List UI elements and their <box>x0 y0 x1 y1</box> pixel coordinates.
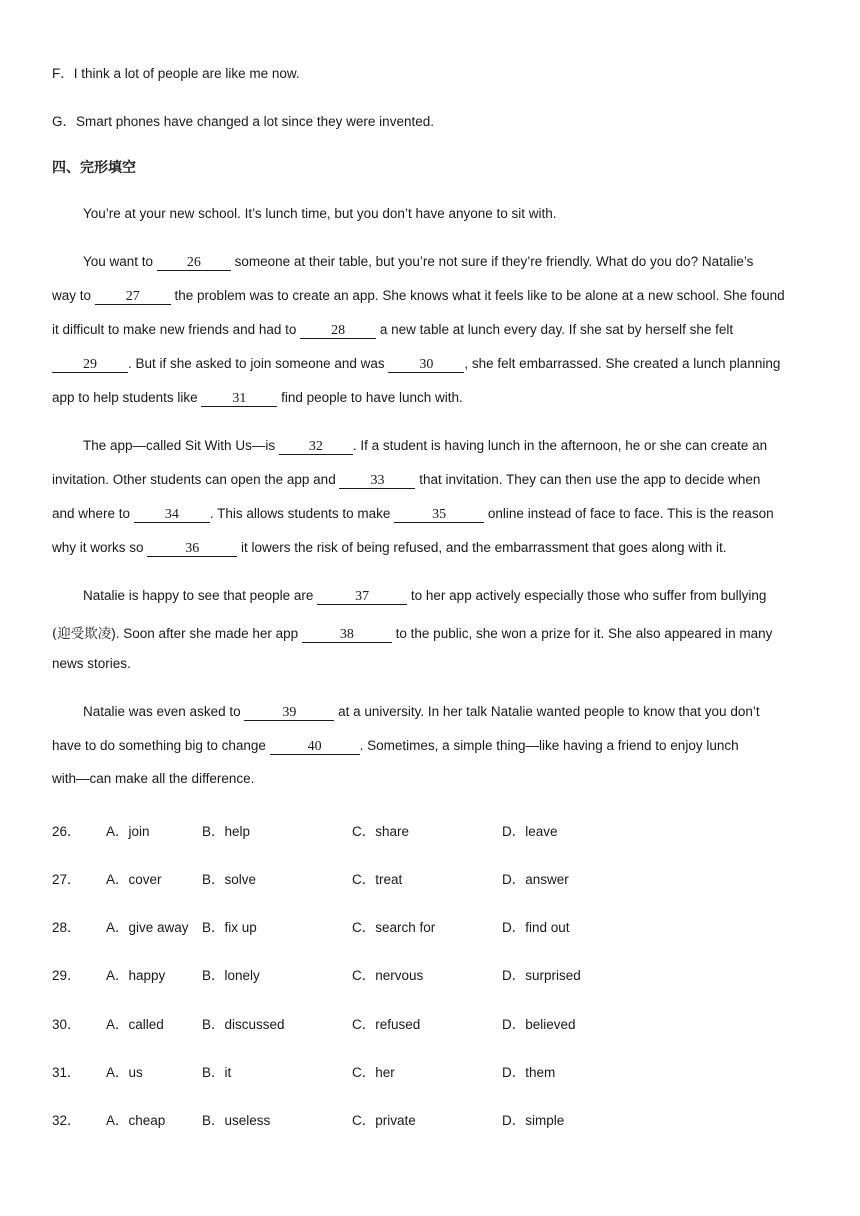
passage-p3-line1: The app—called Sit With Us—is 32 . If a student is having lunch in the afternoon, he or she can create an <box>83 438 768 454</box>
blank-28: 28 <box>300 324 376 339</box>
question-number: 27． <box>52 872 81 887</box>
option-c: C．treat <box>352 872 403 887</box>
blank-31: 31 <box>201 392 277 407</box>
option-b: B．it <box>202 1065 232 1080</box>
blank-37: 37 <box>317 590 407 605</box>
option-b: B．useless <box>202 1113 271 1128</box>
option-a: A．give away <box>106 920 189 935</box>
option-b: B．solve <box>202 872 257 887</box>
blank-38: 38 <box>302 628 392 643</box>
blank-34: 34 <box>134 508 210 523</box>
option-b: B．help <box>202 824 251 839</box>
option-a: A．called <box>106 1017 164 1032</box>
question-row <box>52 1061 812 1081</box>
option-d: D．simple <box>502 1113 565 1128</box>
passage-p2-line3: it difficult to make new friends and had to 28 a new table at lunch every day. If she sat by herself she felt <box>52 322 734 338</box>
passage-p5-line2: have to do something big to change 40 . Sometimes, a simple thing—like having a friend to enjoy lunch <box>52 738 739 754</box>
passage-p4-line2: (迎受欺凌). Soon after she made her app 38 to the public, she won a prize for it. She also appeared in many <box>52 626 773 642</box>
option-a: A．cheap <box>106 1113 166 1128</box>
blank-36: 36 <box>147 542 237 557</box>
question-row <box>52 916 812 936</box>
passage-p2-line4: 29 . But if she asked to join someone and was 30 , she felt embarrassed. She created a lunch planning <box>52 356 780 373</box>
blank-39: 39 <box>244 706 334 721</box>
question-row <box>52 1109 812 1129</box>
passage-p1: You’re at your new school. It’s lunch time, but you don’t have anyone to sit with. <box>83 206 557 221</box>
blank-40: 40 <box>270 740 360 755</box>
option-c: C．share <box>352 824 410 839</box>
blank-33: 33 <box>339 474 415 489</box>
option-d: D．answer <box>502 872 569 887</box>
option-a: A．happy <box>106 968 166 983</box>
option-f: F．I think a lot of people are like me now. <box>52 66 300 81</box>
option-c: C．refused <box>352 1017 421 1032</box>
passage-p5-line1: Natalie was even asked to 39 at a university. In her talk Natalie wanted people to know that you don’t <box>83 704 760 720</box>
passage-p3-line4: why it works so 36 it lowers the risk of being refused, and the embarrassment that goes along with it. <box>52 540 727 556</box>
passage-p4-line3: news stories. <box>52 656 131 671</box>
question-number: 30． <box>52 1017 81 1032</box>
option-c: C．her <box>352 1065 395 1080</box>
passage-p2-line1: You want to 26 someone at their table, but you’re not sure if they’re friendly. What do you do? Natalie’s <box>83 254 754 270</box>
option-d: D．them <box>502 1065 556 1080</box>
option-b: B．lonely <box>202 968 260 983</box>
passage-p2-line2: way to 27 the problem was to create an app. She knows what it feels like to be alone at a new school. She found <box>52 288 785 304</box>
section-heading: 四、完形填空 <box>52 160 136 176</box>
question-row <box>52 868 812 888</box>
passage-p2-line5: app to help students like 31 find people to have lunch with. <box>52 390 463 406</box>
blank-32: 32 <box>279 440 353 455</box>
option-g: G．Smart phones have changed a lot since they were invented. <box>52 114 434 129</box>
blank-27: 27 <box>95 290 171 305</box>
option-b: B．discussed <box>202 1017 285 1032</box>
option-d: D．find out <box>502 920 570 935</box>
question-number: 26． <box>52 824 81 839</box>
question-row <box>52 820 812 840</box>
option-b: B．fix up <box>202 920 257 935</box>
option-c: C．nervous <box>352 968 424 983</box>
option-a: A．join <box>106 824 150 839</box>
option-d: D．leave <box>502 824 558 839</box>
blank-29: 29 <box>52 358 128 373</box>
option-a: A．cover <box>106 872 162 887</box>
option-d: D．believed <box>502 1017 576 1032</box>
blank-35: 35 <box>394 508 484 523</box>
question-number: 31． <box>52 1065 81 1080</box>
question-number: 28． <box>52 920 81 935</box>
passage-p4-line1: Natalie is happy to see that people are 37 to her app actively especially those who suffer from bullying <box>83 588 767 604</box>
passage-p3-line2: invitation. Other students can open the app and 33 that invitation. They can then use the app to decide when <box>52 472 761 488</box>
option-c: C．search for <box>352 920 436 935</box>
option-a: A．us <box>106 1065 143 1080</box>
question-number: 29． <box>52 968 81 983</box>
passage-p5-line3: with—can make all the difference. <box>52 771 255 786</box>
blank-26: 26 <box>157 256 231 271</box>
passage-p3-line3: and where to 34 . This allows students to make 35 online instead of face to face. This is the reason <box>52 506 774 522</box>
question-row <box>52 964 812 984</box>
option-d: D．surprised <box>502 968 581 983</box>
blank-30: 30 <box>388 358 464 373</box>
question-row <box>52 1013 812 1033</box>
question-number: 32． <box>52 1113 81 1128</box>
option-c: C．private <box>352 1113 416 1128</box>
